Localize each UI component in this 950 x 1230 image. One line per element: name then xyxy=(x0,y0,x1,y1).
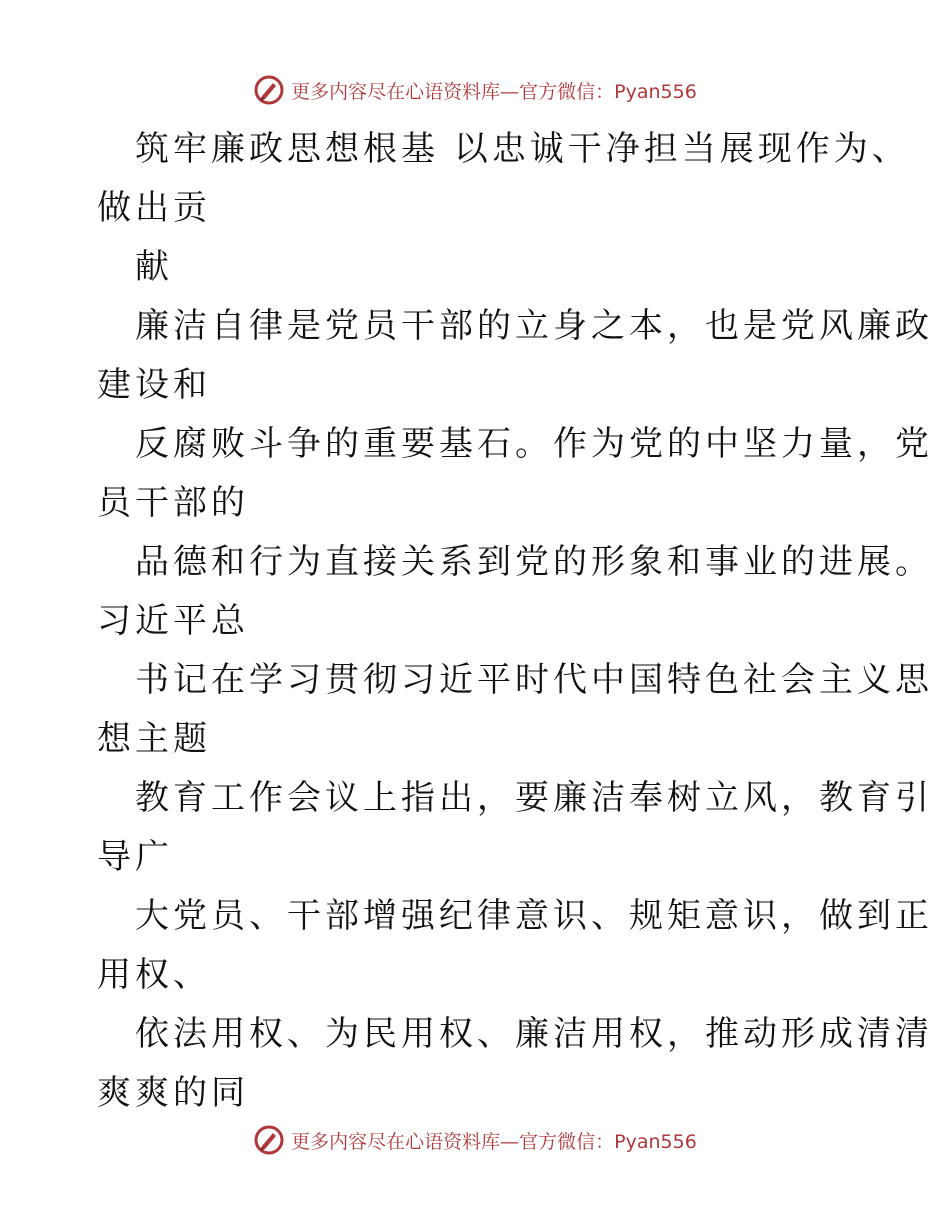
text-line: 员干部的 xyxy=(97,483,249,523)
header-banner-inner xyxy=(253,74,697,106)
text-line: 导广 xyxy=(97,837,173,877)
footer-banner-text xyxy=(291,1127,697,1154)
pen-logo-icon xyxy=(253,74,285,106)
text-line: 反腐败斗争的重要基石。作为党的中坚力量，党 xyxy=(135,424,933,464)
text-line: 爽爽的同 xyxy=(97,1073,249,1113)
text-line: 献 xyxy=(135,247,173,287)
text-line: 做出贡 xyxy=(97,188,211,228)
footer-banner-inner xyxy=(253,1124,697,1156)
header-banner-id: Pyan556 xyxy=(614,80,697,103)
text-line: 依法用权、为民用权、廉洁用权，推动形成清清 xyxy=(135,1014,933,1054)
pen-logo-icon xyxy=(253,1124,285,1156)
footer-banner xyxy=(0,1120,950,1160)
header-banner-label: 更多内容尽在心语资料库—官方微信： xyxy=(291,80,615,103)
text-line: 用权、 xyxy=(97,955,211,995)
document-body xyxy=(97,120,933,1123)
text-line: 习近平总 xyxy=(97,601,249,641)
header-banner xyxy=(0,70,950,110)
text-line: 大党员、干部增强纪律意识、规矩意识，做到正 xyxy=(135,896,933,936)
footer-banner-label: 更多内容尽在心语资料库—官方微信： xyxy=(291,1130,615,1153)
text-line: 想主题 xyxy=(97,719,211,759)
text-line: 品德和行为直接关系到党的形象和事业的进展。 xyxy=(135,542,933,582)
text-line: 教育工作会议上指出，要廉洁奉树立风，教育引 xyxy=(135,778,933,818)
header-banner-text xyxy=(291,77,697,104)
text-line: 书记在学习贯彻习近平时代中国特色社会主义思 xyxy=(135,660,933,700)
text-line: 建设和 xyxy=(97,365,211,405)
text-line: 筑牢廉政思想根基 以忠诚干净担当展现作为、 xyxy=(135,129,910,169)
text-line: 廉洁自律是党员干部的立身之本，也是党风廉政 xyxy=(135,306,933,346)
footer-banner-id: Pyan556 xyxy=(614,1130,697,1153)
